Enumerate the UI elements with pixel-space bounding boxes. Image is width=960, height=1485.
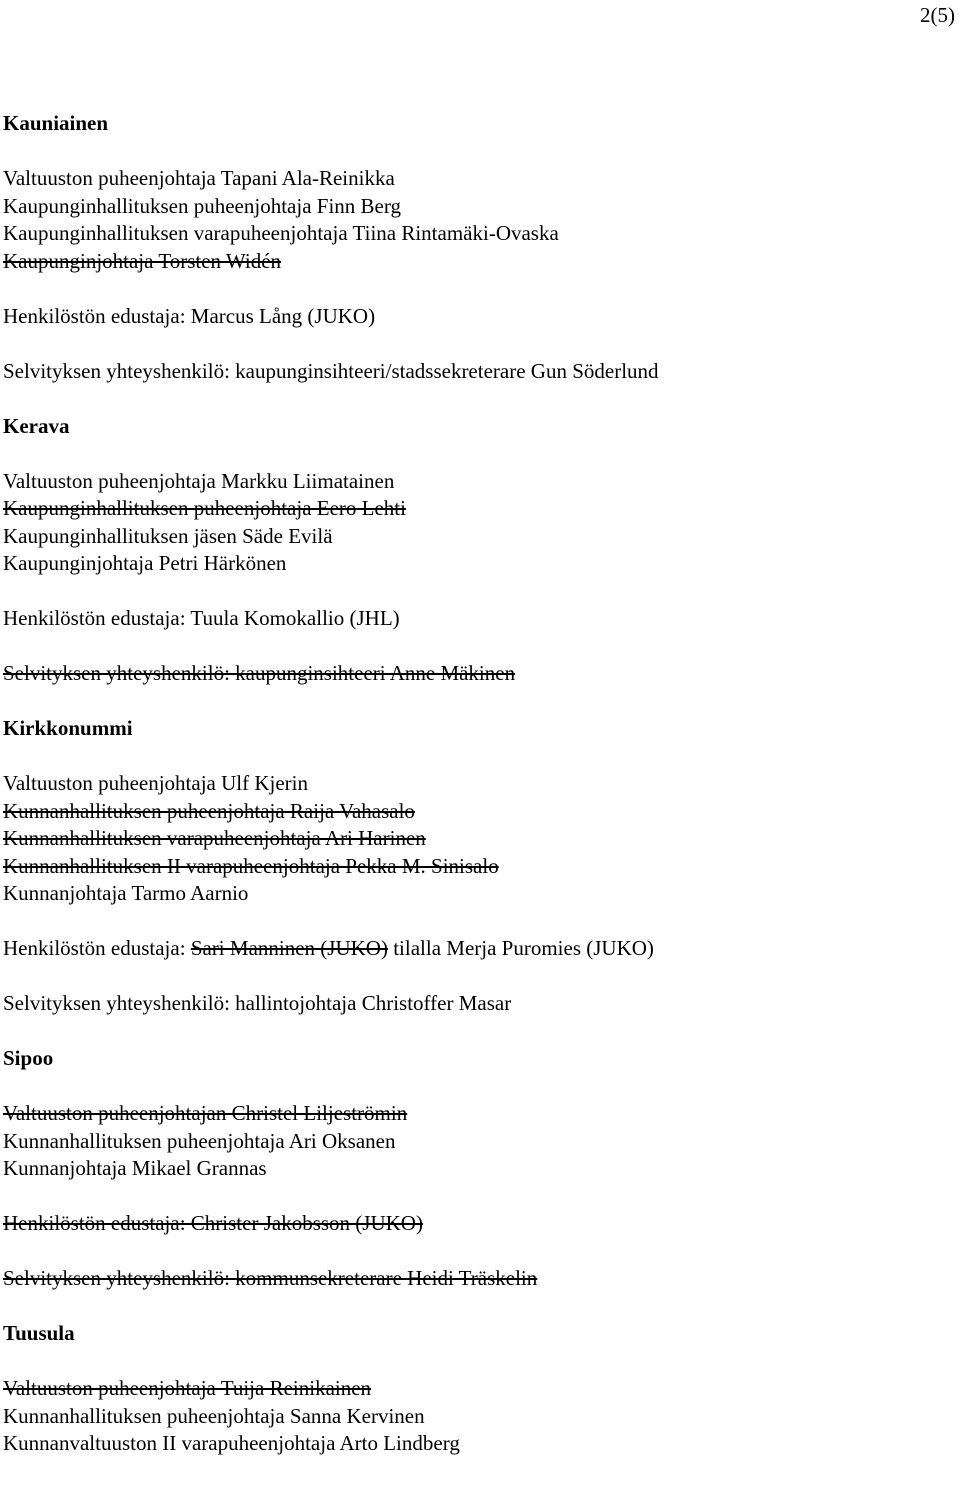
entry-line <box>3 1403 943 1431</box>
entry-line <box>3 1100 943 1128</box>
section-heading: Kauniainen <box>3 111 109 135</box>
entry-line <box>3 468 943 496</box>
entry-text: Kaupunginhallituksen puheenjohtaja Finn Berg <box>3 193 401 218</box>
entry-group <box>3 1265 943 1293</box>
entry-group <box>3 165 943 275</box>
entry-group <box>3 358 943 386</box>
entry-line <box>3 1128 943 1156</box>
entry-line <box>3 798 943 826</box>
struck-text: Kaupunginjohtaja Torsten Widén <box>3 248 282 273</box>
entry-text: Henkilöstön edustaja: Marcus Lång (JUKO) <box>3 303 376 328</box>
entry-line <box>3 165 943 193</box>
entry-group <box>3 468 943 578</box>
entry-text: Kaupunginhallituksen jäsen Säde Evilä <box>3 523 333 548</box>
entry-line <box>3 248 943 276</box>
entry-line <box>3 1155 943 1183</box>
entry-line <box>3 1210 943 1238</box>
entry-line <box>3 990 943 1018</box>
entry-text: Henkilöstön edustaja: Tuula Komokallio (JHL) <box>3 606 400 630</box>
struck-text: Henkilöstön edustaja: Christer Jakobsson (JUKO) <box>3 1211 423 1235</box>
section-heading: Kirkkonummi <box>3 716 133 740</box>
entry-text: tilalla Merja Puromies (JUKO) <box>387 936 654 960</box>
entry-text: Kaupunginhallituksen varapuheenjohtaja Tiina Rintamäki-Ovaska <box>3 221 559 245</box>
entry-line <box>3 660 943 688</box>
entry-line <box>3 495 943 523</box>
struck-text: Selvityksen yhteyshenkilö: kommunsekreterare Heidi Träskelin <box>3 1266 538 1290</box>
section-heading: Tuusula <box>3 1321 75 1345</box>
entry-group <box>3 1210 943 1238</box>
entry-group <box>3 990 943 1018</box>
entry-line <box>3 605 943 633</box>
entry-line <box>3 550 943 578</box>
entry-line <box>3 523 943 551</box>
entry-line <box>3 853 943 881</box>
entry-line <box>3 880 943 908</box>
entry-text: Henkilöstön edustaja: <box>3 936 191 960</box>
struck-text: Selvityksen yhteyshenkilö: kaupunginsihteeri Anne Mäkinen <box>3 661 516 685</box>
section-kirkkonummi <box>3 715 943 1018</box>
struck-text: Sari Manninen (JUKO) <box>190 936 388 960</box>
entry-text: Kunnanvaltuuston II varapuheenjohtaja Arto Lindberg <box>3 1431 460 1455</box>
entry-text: Valtuuston puheenjohtaja Ulf Kjerin <box>3 771 309 795</box>
entry-text: Selvityksen yhteyshenkilö: kaupunginsihteeri/stadssekreterare Gun Söderlund <box>3 358 659 383</box>
entry-group <box>3 605 943 633</box>
entry-line <box>3 935 943 963</box>
struck-text: Valtuuston puheenjohtajan Christel Liljeströmin <box>3 1101 408 1125</box>
entry-line <box>3 220 943 248</box>
entry-text: Kunnanjohtaja Tarmo Aarnio <box>3 881 249 905</box>
entry-text: Kunnanhallituksen puheenjohtaja Sanna Kervinen <box>3 1403 425 1428</box>
entry-line <box>3 303 943 331</box>
struck-text: Kaupunginhallituksen puheenjohtaja Eero Lehti <box>3 496 406 520</box>
entry-group <box>3 660 943 688</box>
entry-group <box>3 1375 943 1458</box>
section-heading: Sipoo <box>3 1046 54 1070</box>
section-sipoo <box>3 1045 943 1293</box>
entry-group <box>3 935 943 963</box>
entry-text: Kunnanjohtaja Mikael Grannas <box>3 1156 267 1180</box>
entry-line <box>3 1375 943 1403</box>
entry-text: Valtuuston puheenjohtaja Tapani Ala-Reinikka <box>3 166 395 190</box>
entry-group <box>3 303 943 331</box>
entry-text: Kunnanhallituksen puheenjohtaja Ari Oksanen <box>3 1128 396 1153</box>
entry-line <box>3 770 943 798</box>
entry-text: Kaupunginjohtaja Petri Härkönen <box>3 551 287 575</box>
struck-text: Valtuuston puheenjohtaja Tuija Reinikainen <box>3 1376 372 1400</box>
entry-line <box>3 825 943 853</box>
document-body <box>3 110 943 1485</box>
section-kerava <box>3 413 943 688</box>
entry-group <box>3 770 943 908</box>
section-kauniainen <box>3 110 943 385</box>
entry-text: Valtuuston puheenjohtaja Markku Liimatainen <box>3 468 395 493</box>
struck-text: Kunnanhallituksen II varapuheenjohtaja Pekka M. Sinisalo <box>3 853 499 878</box>
section-tuusula <box>3 1320 943 1458</box>
entry-text: Selvityksen yhteyshenkilö: hallintojohtaja Christoffer Masar <box>3 991 512 1015</box>
page-number: 2(5) <box>920 3 955 27</box>
section-heading: Kerava <box>3 413 70 438</box>
entry-line <box>3 193 943 221</box>
struck-text: Kunnanhallituksen varapuheenjohtaja Ari Harinen <box>3 826 426 850</box>
entry-group <box>3 1100 943 1183</box>
entry-line <box>3 1265 943 1293</box>
entry-line <box>3 1430 943 1458</box>
struck-text: Kunnanhallituksen puheenjohtaja Raija Vahasalo <box>3 798 415 823</box>
entry-line <box>3 358 943 386</box>
